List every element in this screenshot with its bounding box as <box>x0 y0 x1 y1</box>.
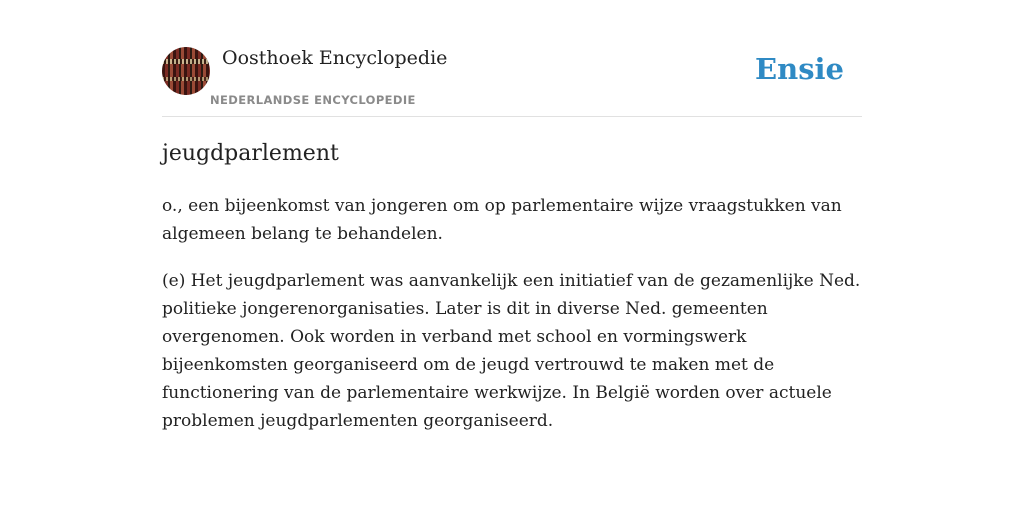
entry-content <box>162 192 862 454</box>
encyclopedia-books-icon[interactable] <box>162 47 210 95</box>
entry-explanation-paragraph: (e) Het jeugdparlement was aanvankelijk een initiatief van de gezamenlijke Ned. politieke jongerenorganisaties. Later is dit in diverse Ned. gemeenten overgenomen. Ook worden in verband met school en vormingswerk bijeenkomsten georganiseerd om de jeugd vertrouwd te maken met de functionering van de parlementaire werkwijze. In België worden over actuele problemen jeugdparlementen georganiseerd. <box>162 271 861 431</box>
entry-term-heading: jeugdparlement <box>162 141 339 166</box>
site-title[interactable]: Oosthoek Encyclopedie <box>222 47 448 69</box>
site-header <box>162 46 862 117</box>
ensie-brand-logo[interactable]: Ensie <box>755 52 844 86</box>
site-subtitle: NEDERLANDSE ENCYCLOPEDIE <box>210 93 416 107</box>
entry-definition-paragraph: o., een bijeenkomst van jongeren om op parlementaire wijze vraagstukken van algemeen belang te behandelen. <box>162 196 842 244</box>
